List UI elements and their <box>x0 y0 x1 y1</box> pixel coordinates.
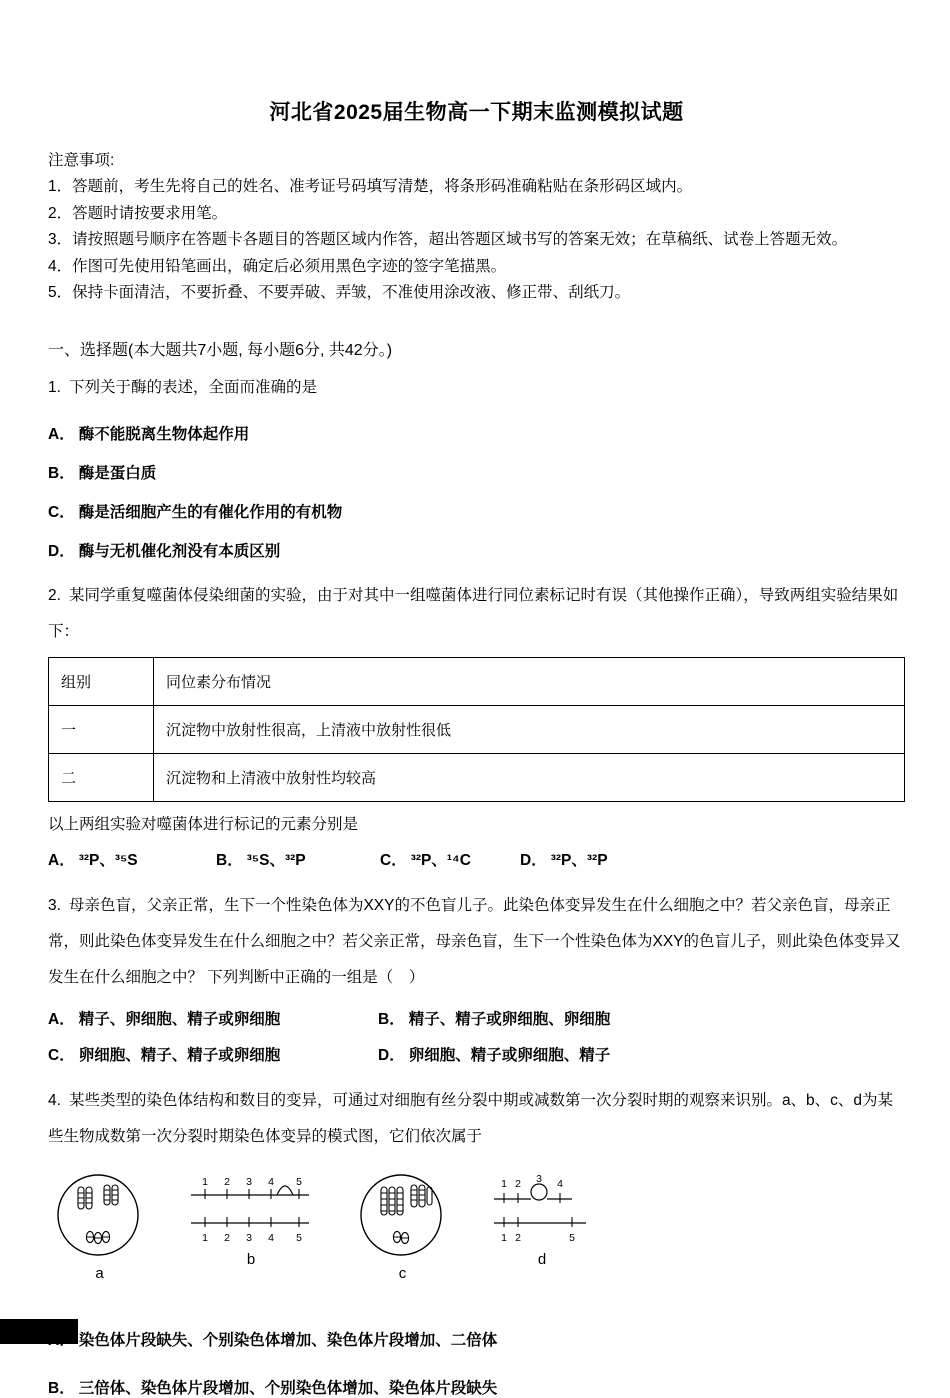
cell-chromosomes-icon-c <box>355 1173 450 1261</box>
diagram-a <box>52 1173 147 1282</box>
question-1-stem <box>48 370 905 406</box>
table-cell: 二 <box>49 754 154 802</box>
question-3-option-a[interactable]: A． 精子、卵细胞、精子或卵细胞 <box>48 1011 281 1029</box>
tick-label: 1 <box>202 1175 208 1188</box>
number-line-arch-icon-b <box>189 1173 313 1247</box>
question-2-followup: 以上两组实验对噬菌体进行标记的元素分别是 <box>48 816 359 834</box>
question-text: 某些类型的染色体结构和数目的变异，可通过对细胞有丝分裂中期或减数第一次分裂时期的观察来识别。a、b、c、d为某些生物成数第一次分裂时期染色体变异的模式图，它们依次属于 <box>48 1092 894 1145</box>
question-4 <box>48 1083 905 1397</box>
notice-item: 2．答题时请按要求用笔。 <box>48 204 228 222</box>
tick-label: 4 <box>557 1177 563 1190</box>
question-1-option-c[interactable]: C． 酶是活细胞产生的有催化作用的有机物 <box>48 504 343 522</box>
question-3-option-d[interactable]: D． 卵细胞、精子或卵细胞、精子 <box>378 1047 611 1065</box>
tick-label: 1 <box>202 1231 208 1244</box>
diagram-c <box>355 1173 450 1282</box>
question-1-option-b[interactable]: B． 酶是蛋白质 <box>48 465 157 483</box>
question-1-option-d[interactable]: D． 酶与无机催化剂没有本质区别 <box>48 543 281 561</box>
diagram-label: d <box>537 1250 547 1268</box>
question-number: 4. <box>48 1092 61 1110</box>
notice-item: 1．答题前，考生先将自己的姓名、准考证号码填写清楚，将条形码准确粘贴在条形码区域内。 <box>48 178 693 195</box>
table-header-distribution: 同位素分布情况 <box>154 658 905 706</box>
tick-label: 2 <box>515 1231 521 1244</box>
cell-chromosomes-icon-a <box>52 1173 147 1261</box>
question-2-option-d[interactable]: D． ³²P、³²P <box>520 852 608 870</box>
table-row <box>49 754 905 802</box>
tick-label: 5 <box>296 1231 302 1244</box>
tick-label: 4 <box>268 1231 274 1244</box>
notice-item: 4．作图可先使用铅笔画出，确定后必须用黑色字迹的签字笔描黑。 <box>48 257 507 275</box>
notice-heading: 注意事项: <box>48 152 115 169</box>
page-title: 河北省2025届生物高一下期末监测模拟试题 <box>269 101 684 124</box>
notice-section <box>48 148 905 307</box>
question-2-option-a[interactable]: A． ³²P、³⁵S <box>48 852 138 870</box>
tick-label: 2 <box>515 1177 521 1190</box>
table-cell: 一 <box>49 706 154 754</box>
question-number: 1. <box>48 378 61 396</box>
table-row <box>49 658 905 706</box>
table-header-group: 组别 <box>49 658 154 706</box>
tick-label: 1 <box>501 1231 507 1244</box>
tick-label: 3 <box>536 1172 542 1185</box>
question-2-stem <box>48 578 905 649</box>
question-number: 3. <box>48 897 61 915</box>
tick-label: 5 <box>296 1175 302 1188</box>
section-heading: 一、选择题(本大题共7小题, 每小题6分, 共42分。) <box>48 341 393 359</box>
tick-label: 5 <box>569 1231 575 1244</box>
tick-label: 2 <box>224 1231 230 1244</box>
table-cell: 沉淀物中放射性很高，上清液中放射性很低 <box>154 706 905 754</box>
question-4-diagrams <box>52 1173 905 1282</box>
tick-label: 4 <box>268 1175 274 1188</box>
question-2-option-c[interactable]: C． ³²P、¹⁴C <box>380 852 471 870</box>
question-4-option-b[interactable]: B． 三倍体、染色体片段增加、个别染色体增加、染色体片段缺失 <box>48 1379 498 1397</box>
diagram-label: b <box>246 1250 256 1268</box>
question-text: 母亲色盲，父亲正常，生下一个性染色体为XXY的不色盲儿子。此染色体变异发生在什么细胞之中？若父亲色盲，母亲正常，则此染色体变异发生在什么细胞之中？若父亲正常，母亲色盲，生下一个性染色体为XXY的色盲儿子，则此染色体变异又发生在什么细胞之中？ 下列判断中正确的一组是（ ） <box>48 897 901 986</box>
question-text: 某同学重复噬菌体侵染细菌的实验，由于对其中一组噬菌体进行同位素标记时有误（其他操作正确），导致两组实验结果如下： <box>48 587 899 640</box>
question-3 <box>48 888 905 1065</box>
deletion-loop-icon-d <box>492 1173 592 1247</box>
page-corner-mark <box>0 1319 78 1344</box>
question-3-stem <box>48 888 905 995</box>
notice-item: 3．请按照题号顺序在答题卡各题目的答题区域内作答，超出答题区域书写的答案无效；在草稿纸、试卷上答题无效。 <box>48 231 848 248</box>
question-3-option-c[interactable]: C． 卵细胞、精子、精子或卵细胞 <box>48 1047 281 1065</box>
tick-label: 3 <box>246 1231 252 1244</box>
tick-label: 3 <box>246 1175 252 1188</box>
question-2-options <box>48 848 905 870</box>
question-4-stem <box>48 1083 905 1154</box>
question-2-option-b[interactable]: B． ³⁵S、³²P <box>216 852 306 870</box>
diagram-d <box>492 1173 592 1268</box>
tick-label: 1 <box>501 1177 507 1190</box>
question-1 <box>48 370 905 562</box>
question-2 <box>48 578 905 870</box>
table-row <box>49 706 905 754</box>
question-3-options <box>48 1007 905 1065</box>
diagram-label: c <box>398 1264 407 1282</box>
notice-item: 5．保持卡面清洁，不要折叠、不要弄破、弄皱，不准使用涂改液、修正带、刮纸刀。 <box>48 284 631 301</box>
question-number: 2. <box>48 587 61 605</box>
tick-label: 2 <box>224 1175 230 1188</box>
q2-results-table <box>48 657 905 802</box>
diagram-label: a <box>95 1264 104 1282</box>
table-cell: 沉淀物和上清液中放射性均较高 <box>154 754 905 802</box>
diagram-b <box>189 1173 313 1268</box>
question-4-option-a[interactable]: 染色体片段缺失、个别染色体增加、染色体片段增加、二倍体 <box>78 1331 498 1349</box>
question-text: 下列关于酶的表述，全面而准确的是 <box>68 378 317 396</box>
question-1-option-a[interactable]: A． 酶不能脱离生物体起作用 <box>48 426 250 444</box>
question-3-option-b[interactable]: B． 精子、精子或卵细胞、卵细胞 <box>378 1011 611 1029</box>
